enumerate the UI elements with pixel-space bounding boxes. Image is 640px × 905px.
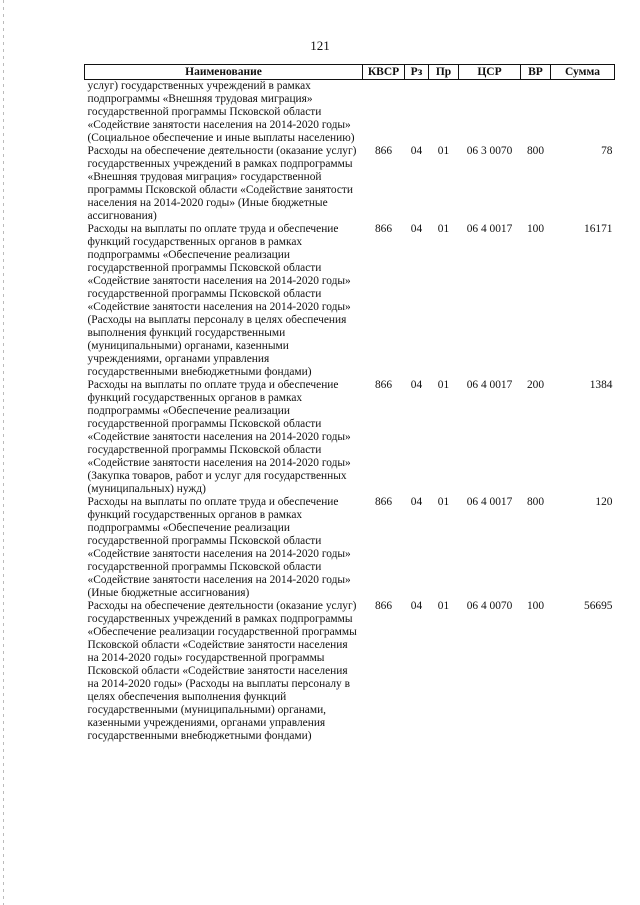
header-kvsr: КВСР bbox=[363, 65, 405, 80]
row-vr: 800 bbox=[526, 496, 545, 508]
row-pr bbox=[429, 80, 459, 146]
header-pr: Пр bbox=[429, 65, 459, 80]
header-rz: Рз bbox=[405, 65, 429, 80]
row-vr: 200 bbox=[526, 379, 545, 391]
header-vr: ВР bbox=[521, 65, 551, 80]
row-sum: 16171 bbox=[584, 223, 613, 235]
table-row bbox=[85, 379, 615, 496]
row-csr bbox=[459, 80, 521, 146]
row-rz: 04 bbox=[410, 496, 423, 508]
row-csr: 06 4 0017 bbox=[466, 496, 513, 508]
row-csr: 06 4 0017 bbox=[466, 379, 513, 391]
row-pr: 01 bbox=[437, 600, 450, 612]
row-sum: 78 bbox=[601, 145, 613, 157]
row-rz: 04 bbox=[410, 145, 423, 157]
table-row bbox=[85, 145, 615, 223]
row-kvsr: 866 bbox=[374, 600, 393, 612]
budget-table bbox=[84, 64, 615, 743]
row-pr: 01 bbox=[437, 145, 450, 157]
row-pr: 01 bbox=[437, 379, 450, 391]
row-kvsr: 866 bbox=[374, 379, 393, 391]
row-rz: 04 bbox=[410, 600, 423, 612]
header-sum: Сумма bbox=[551, 65, 615, 80]
table-row bbox=[85, 80, 615, 146]
row-name: услуг) государственных учреждений в рамках подпрограммы «Внешняя трудовая миграция» государственной программы Псковской области «Содействие занятости населения на 2014-2020 годы» (Социальное обеспечение и иные выплаты населению) bbox=[87, 80, 355, 144]
row-name: Расходы на обеспечение деятельности (оказание услуг) государственных учреждений в рамках подпрограммы «Обеспечение реализации государственной программы Псковской области «Содействие занятости населения на 2014-2020 годы» государственной программы Псковской области «Содействие занятости населения на 2014-2020 годы» (Расходы на выплаты персоналу в целях обеспечения выполнения функций государственными (муниципальными) органами, казенными учреждениями, органами управления государственными внебюджетными фондами) bbox=[87, 600, 357, 742]
header-row bbox=[85, 65, 615, 80]
table-header bbox=[85, 65, 615, 80]
row-kvsr: 866 bbox=[374, 145, 393, 157]
row-rz bbox=[405, 80, 429, 146]
table-row bbox=[85, 600, 615, 743]
row-vr: 100 bbox=[526, 223, 545, 235]
row-pr: 01 bbox=[437, 223, 450, 235]
row-csr: 06 4 0070 bbox=[466, 600, 513, 612]
scan-edge-line bbox=[3, 0, 4, 905]
row-name: Расходы на обеспечение деятельности (оказание услуг) государственных учреждений в рамках подпрограммы «Внешняя трудовая миграция» государственной программы Псковской области «Содействие занятости населения на 2014-2020 годы» (Иные бюджетные ассигнования) bbox=[87, 145, 357, 222]
row-name: Расходы на выплаты по оплате труда и обеспечение функций государственных органов в рамках подпрограммы «Обеспечение реализации государственной программы Псковской области «Содействие занятости населения на 2014-2020 годы» государственной программы Псковской области «Содействие занятости населения на 2014-2020 годы» (Закупка товаров, работ и услуг для государственных (муниципальных) нужд) bbox=[87, 379, 351, 495]
row-vr: 100 bbox=[526, 600, 545, 612]
row-vr bbox=[521, 80, 551, 146]
row-sum: 120 bbox=[595, 496, 613, 508]
row-rz: 04 bbox=[410, 223, 423, 235]
row-sum bbox=[551, 80, 615, 146]
row-sum: 56695 bbox=[584, 600, 613, 612]
table-row bbox=[85, 223, 615, 379]
row-kvsr bbox=[363, 80, 405, 146]
page-number: 121 bbox=[310, 38, 330, 53]
row-rz: 04 bbox=[410, 379, 423, 391]
row-vr: 800 bbox=[526, 145, 545, 157]
header-csr: ЦСР bbox=[459, 65, 521, 80]
row-sum: 1384 bbox=[589, 379, 613, 391]
row-csr: 06 3 0070 bbox=[466, 145, 513, 157]
row-name: Расходы на выплаты по оплате труда и обеспечение функций государственных органов в рамках подпрограммы «Обеспечение реализации государственной программы Псковской области «Содействие занятости населения на 2014-2020 годы» государственной программы Псковской области «Содействие занятости населения на 2014-2020 годы» (Расходы на выплаты персоналу в целях обеспечения выполнения функций государственными (муниципальными) органами, казенными учреждениями, органами управления государственными внебюджетными фондами) bbox=[87, 223, 351, 378]
row-pr: 01 bbox=[437, 496, 450, 508]
table-body bbox=[85, 80, 615, 744]
header-name: Наименование bbox=[85, 65, 363, 80]
row-csr: 06 4 0017 bbox=[466, 223, 513, 235]
row-kvsr: 866 bbox=[374, 223, 393, 235]
row-name: Расходы на выплаты по оплате труда и обеспечение функций государственных органов в рамках подпрограммы «Обеспечение реализации государственной программы Псковской области «Содействие занятости населения на 2014-2020 годы» государственной программы Псковской области «Содействие занятости населения на 2014-2020 годы» (Иные бюджетные ассигнования) bbox=[87, 496, 351, 599]
table-row bbox=[85, 496, 615, 600]
row-kvsr: 866 bbox=[374, 496, 393, 508]
